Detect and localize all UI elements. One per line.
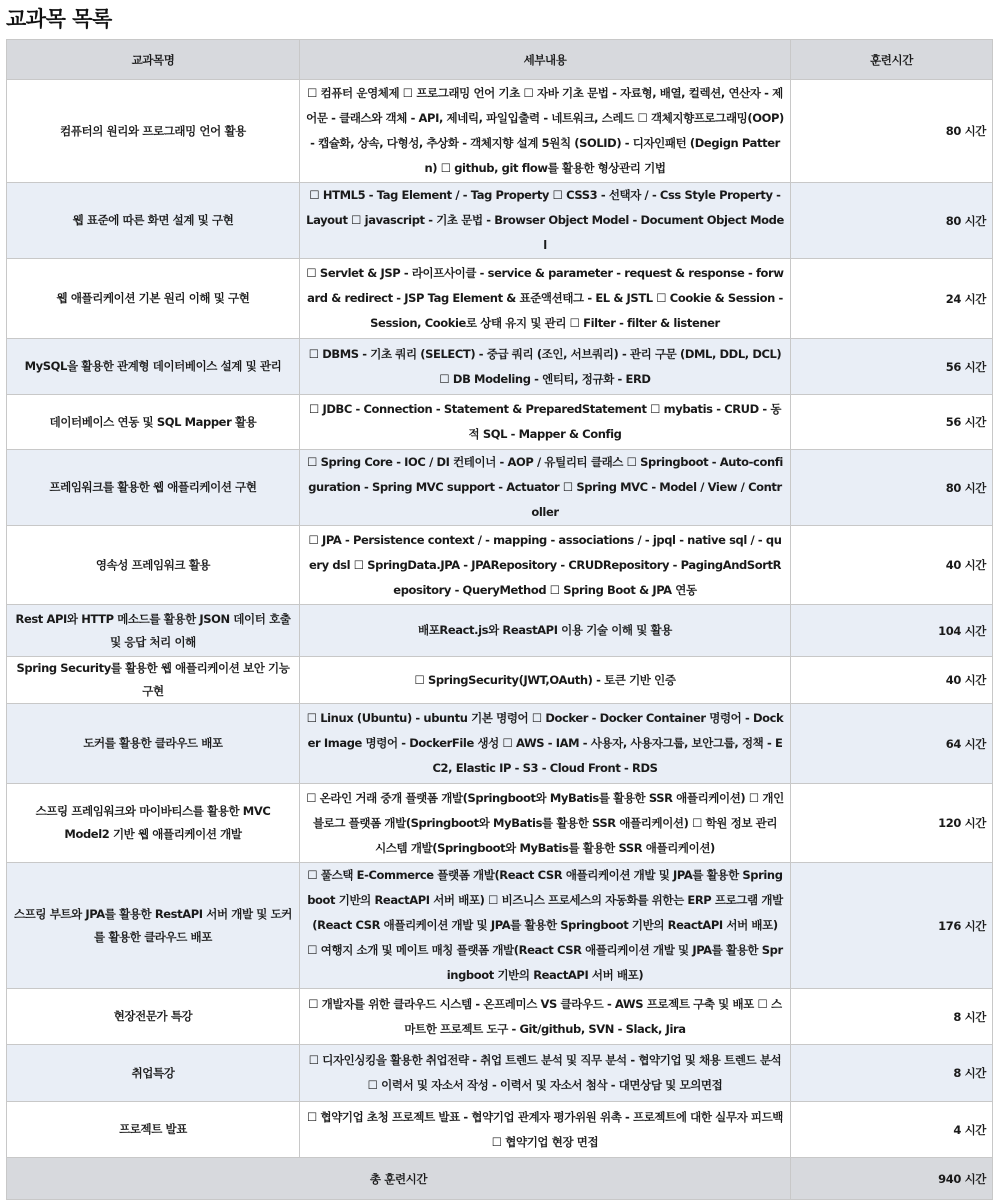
total-row [7, 1158, 993, 1200]
subject-cell: 웹 애플리케이션 기본 원리 이해 및 구현 [7, 259, 300, 339]
subject-cell: 데이터베이스 연동 및 SQL Mapper 활용 [7, 395, 300, 450]
detail-cell: ☐ 풀스택 E-Commerce 플랫폼 개발(React CSR 애플리케이션 개발 및 JPA를 활용한 Springboot 기반의 ReactAPI 서버 배포) ☐ 비즈니스 프로세스의 자동화를 위한는 ERP 프로그램 개발(React CSR 애플리케이션 개발 및 JPA를 활용한 Springboot 기반의 ReactAPI 서버 배포) ☐ 여행지 소개 및 메이트 매칭 플랫폼 개발(React CSR 애플리케이션 개발 및 JPA를 활용한 Springboot 기반의 ReactAPI 서버 배포) [300, 863, 791, 989]
subject-cell: 스프링 프레임워크와 마이바티스를 활용한 MVC Model2 기반 웹 애플리케이션 개발 [7, 784, 300, 863]
header-subject: 교과목명 [7, 40, 300, 80]
table-row [7, 784, 993, 863]
subject-cell: 스프링 부트와 JPA를 활용한 RestAPI 서버 개발 및 도커를 활용한 클라우드 배포 [7, 863, 300, 989]
hours-cell: 24 시간 [791, 259, 993, 339]
detail-cell: ☐ Servlet & JSP - 라이프사이클 - service & parameter - request & response - forward & redirect - JSP Tag Element & 표준액션태그 - EL & JSTL ☐ Cookie & Session - Session, Cookie로 상태 유지 및 관리 ☐ Filter - filter & listener [300, 259, 791, 339]
subject-cell: 영속성 프레임워크 활용 [7, 526, 300, 605]
table-row [7, 339, 993, 395]
subject-cell: Rest API와 HTTP 메소드를 활용한 JSON 데이터 호출 및 응답 처리 이해 [7, 605, 300, 657]
detail-cell: ☐ DBMS - 기초 쿼리 (SELECT) - 중급 쿼리 (조인, 서브쿼리) - 관리 구문 (DML, DDL, DCL) ☐ DB Modeling - 엔티티, 정규화 - ERD [300, 339, 791, 395]
subject-cell: 도커를 활용한 클라우드 배포 [7, 704, 300, 784]
table-row [7, 395, 993, 450]
curriculum-table [6, 39, 993, 1200]
detail-cell: ☐ JDBC - Connection - Statement & PreparedStatement ☐ mybatis - CRUD - 동적 SQL - Mapper & Config [300, 395, 791, 450]
detail-cell: ☐ 온라인 거래 중개 플랫폼 개발(Springboot와 MyBatis를 활용한 SSR 애플리케이션) ☐ 개인 블로그 플랫폼 개발(Springboot와 MyBatis를 활용한 SSR 애플리케이션) ☐ 학원 정보 관리 시스템 개발(Springboot와 MyBatis를 활용한 SSR 애플리케이션) [300, 784, 791, 863]
hours-cell: 56 시간 [791, 395, 993, 450]
detail-cell: ☐ 협약기업 초청 프로젝트 발표 - 협약기업 관계자 평가위원 위촉 - 프로젝트에 대한 실무자 피드백 ☐ 협약기업 현장 면접 [300, 1102, 791, 1158]
detail-cell: 배포React.js와 ReastAPI 이용 기술 이해 및 활용 [300, 605, 791, 657]
subject-cell: MySQL을 활용한 관계형 데이터베이스 설계 및 관리 [7, 339, 300, 395]
total-hours: 940 시간 [791, 1158, 993, 1200]
table-row [7, 80, 993, 183]
table-row [7, 259, 993, 339]
hours-cell: 4 시간 [791, 1102, 993, 1158]
detail-cell: ☐ 개발자를 위한 클라우드 시스템 - 온프레미스 VS 클라우드 - AWS 프로젝트 구축 및 배포 ☐ 스마트한 프로젝트 도구 - Git/github, SVN - Slack, Jira [300, 989, 791, 1045]
subject-cell: 취업특강 [7, 1045, 300, 1102]
hours-cell: 8 시간 [791, 989, 993, 1045]
subject-cell: 현장전문가 특강 [7, 989, 300, 1045]
hours-cell: 8 시간 [791, 1045, 993, 1102]
subject-cell: 웹 표준에 따른 화면 설계 및 구현 [7, 183, 300, 259]
subject-cell: Spring Security를 활용한 웹 애플리케이션 보안 기능 구현 [7, 657, 300, 704]
hours-cell: 64 시간 [791, 704, 993, 784]
table-row [7, 657, 993, 704]
subject-cell: 컴퓨터의 원리와 프로그래밍 언어 활용 [7, 80, 300, 183]
table-row [7, 450, 993, 526]
detail-cell: ☐ JPA - Persistence context / - mapping - associations / - jpql - native sql / - query dsl ☐ SpringData.JPA - JPARepository - CRUDRepository - PagingAndSortRepository - QueryMethod ☐ Spring Boot & JPA 연동 [300, 526, 791, 605]
table-row [7, 183, 993, 259]
hours-cell: 80 시간 [791, 80, 993, 183]
table-header-row [7, 40, 993, 80]
hours-cell: 80 시간 [791, 183, 993, 259]
table-row [7, 605, 993, 657]
hours-cell: 40 시간 [791, 657, 993, 704]
table-row [7, 1045, 993, 1102]
detail-cell: ☐ SpringSecurity(JWT,OAuth) - 토큰 기반 인증 [300, 657, 791, 704]
hours-cell: 104 시간 [791, 605, 993, 657]
table-row [7, 704, 993, 784]
header-hours: 훈련시간 [791, 40, 993, 80]
table-row [7, 863, 993, 989]
detail-cell: ☐ Spring Core - IOC / DI 컨테이너 - AOP / 유틸리티 클래스 ☐ Springboot - Auto-configuration - Spring MVC support - Actuator ☐ Spring MVC - Model / View / Controller [300, 450, 791, 526]
total-label: 총 훈련시간 [7, 1158, 791, 1200]
hours-cell: 40 시간 [791, 526, 993, 605]
table-row [7, 989, 993, 1045]
subject-cell: 프레임워크를 활용한 웹 애플리케이션 구현 [7, 450, 300, 526]
hours-cell: 80 시간 [791, 450, 993, 526]
hours-cell: 120 시간 [791, 784, 993, 863]
subject-cell: 프로젝트 발표 [7, 1102, 300, 1158]
hours-cell: 176 시간 [791, 863, 993, 989]
table-row [7, 1102, 993, 1158]
hours-cell: 56 시간 [791, 339, 993, 395]
page-title: 교과목 목록 [6, 7, 112, 31]
header-detail: 세부내용 [300, 40, 791, 80]
detail-cell: ☐ Linux (Ubuntu) - ubuntu 기본 명령어 ☐ Docker - Docker Container 명령어 - Docker Image 명령어 - DockerFile 생성 ☐ AWS - IAM - 사용자, 사용자그룹, 보안그룹, 정책 - EC2, Elastic IP - S3 - Cloud Front - RDS [300, 704, 791, 784]
table-row [7, 526, 993, 605]
detail-cell: ☐ 컴퓨터 운영체제 ☐ 프로그래밍 언어 기초 ☐ 자바 기초 문법 - 자료형, 배열, 컬렉션, 연산자 - 제어문 - 클래스와 객체 - API, 제네릭, 파일입출력 - 네트워크, 스레드 ☐ 객체지향프로그래밍(OOP) - 캡슐화, 상속, 다형성, 추상화 - 객체지향 설계 5원칙 (SOLID) - 디자인패턴 (Degign Pattern) ☐ github, git flow를 활용한 형상관리 기법 [300, 80, 791, 183]
detail-cell: ☐ 디자인싱킹을 활용한 취업전략 - 취업 트렌드 분석 및 직무 분석 - 협약기업 및 채용 트렌드 분석 ☐ 이력서 및 자소서 작성 - 이력서 및 자소서 첨삭 - 대면상담 및 모의면접 [300, 1045, 791, 1102]
detail-cell: ☐ HTML5 - Tag Element / - Tag Property ☐ CSS3 - 선택자 / - Css Style Property - Layout ☐ javascript - 기초 문법 - Browser Object Model - Document Object Model [300, 183, 791, 259]
